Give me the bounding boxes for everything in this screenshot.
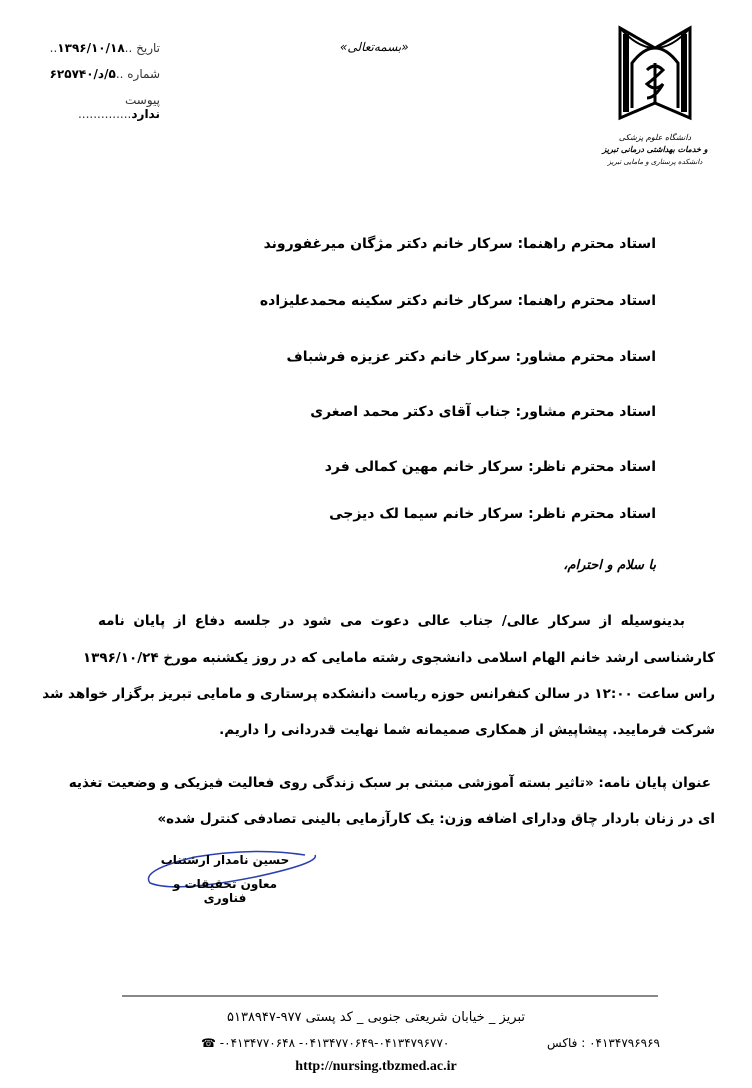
thesis-title-line-2: ای در زنان باردار چاق ودارای اضافه وزن: یک کارآزمایی بالینی تصادفی کنترل شده» bbox=[157, 811, 715, 827]
number-value: ۵/د/۶۲۵۷۴۰ bbox=[49, 67, 116, 81]
date-value: ۱۳۹۶/۱۰/۱۸ bbox=[57, 41, 125, 55]
footer-phones: ۰۴۱۳۴۷۹۶۷۷۰-۰۴۱۳۴۷۷۰۶۴۹- ۰۴۱۳۴۷۷۰۶۴۸- bbox=[219, 1036, 450, 1050]
footer-contacts bbox=[140, 1036, 660, 1050]
bismillah: «بسمه‌تعالی» bbox=[340, 40, 409, 54]
footer-website: http://nursing.tbzmed.ac.ir bbox=[295, 1059, 457, 1074]
number-row: شماره ..۵/د/۶۲۵۷۴۰ bbox=[49, 67, 160, 81]
signatory-position: معاون تحقیقات و فناوری bbox=[172, 877, 278, 905]
attachment-value: ندارد bbox=[131, 107, 160, 121]
footer-fax: ۰۴۱۳۴۷۹۶۹۶۹ : فاکس bbox=[547, 1036, 660, 1050]
logo-text-3: دانشکده پرستاری و مامایی تبریز bbox=[607, 158, 703, 166]
recipient-2: استاد محترم راهنما: سرکار خانم دکتر سکینه محمدعلیزاده bbox=[259, 293, 656, 309]
university-logo bbox=[600, 18, 710, 178]
greeting: با سلام و احترام، bbox=[563, 558, 656, 573]
date-label: تاریخ bbox=[136, 41, 160, 55]
body-line-3: راس ساعت ۱۲:۰۰ در سالن کنفرانس حوزه ریاست دانشکده پرستاری و مامایی تبریز برگزار خواهد شد bbox=[42, 686, 715, 702]
logo-text-1: دانشگاه علوم پزشکی bbox=[618, 133, 692, 142]
logo-emblem-icon bbox=[600, 18, 710, 128]
body-line-1: بدینوسیله از سرکار عالی/ جناب عالی دعوت می شود در جلسه دفاع از پایان نامه bbox=[98, 613, 685, 629]
footer-address: تبریز _ خیابان شریعتی جنوبی _ کد پستی ۹۷۷-۵۱۳۸۹۴۷ bbox=[227, 1010, 525, 1025]
recipient-3: استاد محترم مشاور: سرکار خانم دکتر عزیزه فرشباف bbox=[286, 349, 656, 365]
attachment-row: پیوست ندارد.............. bbox=[77, 93, 160, 121]
footer-divider bbox=[122, 995, 658, 997]
date-row: تاریخ ..۱۳۹۶/۱۰/۱۸.. bbox=[49, 41, 160, 55]
number-label: شماره bbox=[127, 67, 160, 81]
recipient-1: استاد محترم راهنما: سرکار خانم دکتر مژگان میرغفوروند bbox=[263, 236, 656, 252]
body-line-2: کارشناسی ارشد خانم الهام اسلامی دانشجوی رشته مامایی که در روز یکشنبه مورخ ۱۳۹۶/۱۰/۲۴ bbox=[82, 650, 715, 666]
phone-icon: ☎ bbox=[201, 1036, 216, 1050]
logo-text-2: و خدمات بهداشتی درمانی تبریز bbox=[602, 145, 708, 154]
attachment-label: پیوست bbox=[125, 93, 160, 107]
recipient-4: استاد محترم مشاور: جناب آقای دکتر محمد اصغری bbox=[310, 404, 656, 420]
recipient-6: استاد محترم ناظر: سرکار خانم سیما لک دیزجی bbox=[329, 506, 656, 522]
signatory-name: حسین نامدار ارشتناب bbox=[160, 853, 290, 867]
body-line-4: شرکت فرمایید. پیشاپیش از همکاری صمیمانه شما نهایت قدردانی را داریم. bbox=[219, 722, 715, 738]
thesis-title-line-1: عنوان پایان نامه: «تاثیر بسته آموزشی مبتنی بر سبک زندگی روی فعالیت فیزیکی و وضعیت تغذیه bbox=[68, 775, 711, 791]
recipient-5: استاد محترم ناظر: سرکار خانم مهین کمالی فرد bbox=[324, 459, 656, 475]
